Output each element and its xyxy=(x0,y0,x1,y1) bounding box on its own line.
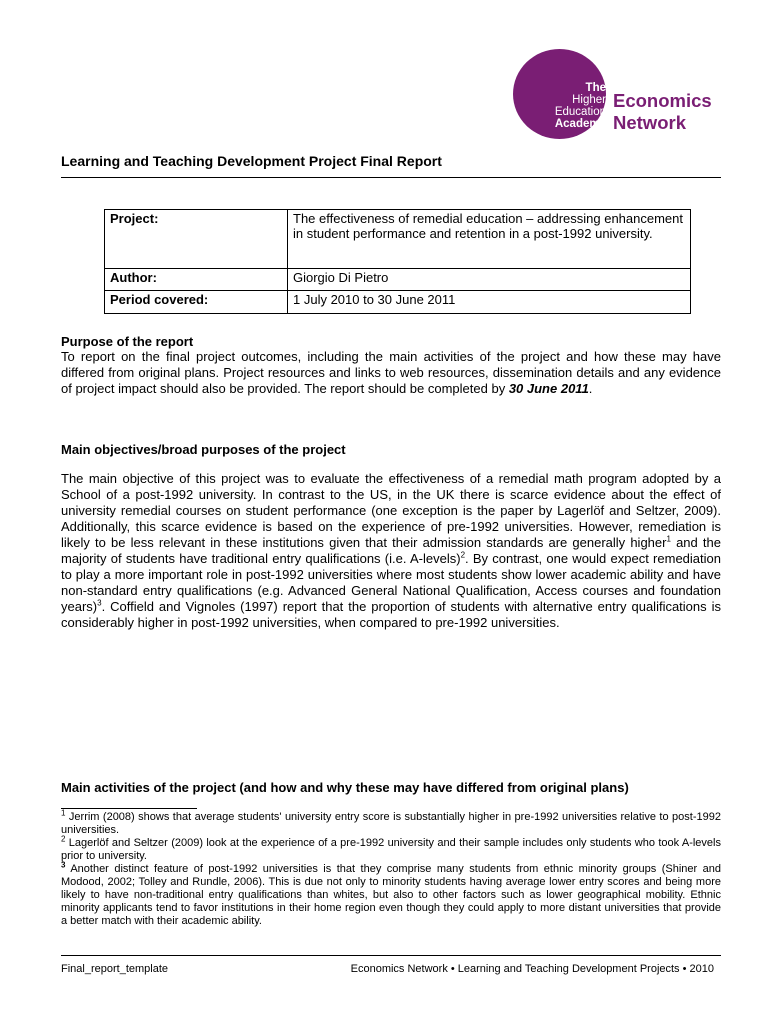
footnote xyxy=(61,860,721,928)
objectives-text: . Coffield and Vignoles (1997) report that the proportion of students with alternative entry qualifications is considerably higher in post-1992 universities, when compared to pre-1992 universities. xyxy=(61,599,721,630)
footnote-text: Another distinct feature of post-1992 universities is that they comprise many students from ethnic minority groups (Shiner and Modood, 2002; Tolley and Rundle, 2006). This is due not only to minority students having average lower entry scores and being more likely to have non-traditional entry qualifications than whites, but also to other factors such as lower geographical mobility. Ethnic minority applicants tend to favor institutions in their home region even though they could apply to more distant universities that provide a better match with their academic ability. xyxy=(61,863,721,927)
objectives-text: and the majority of students have traditional entry qualifications (i.e. A-levels) xyxy=(61,535,721,566)
objectives-paragraph xyxy=(61,471,721,631)
objectives-text: . By contrast, one would expect remediation to play a more important role in post-1992 universities where most students show lower academic ability and have non-standard entry qualifications (e.g. Advanced General National Qualification, Access courses and foundation years) xyxy=(61,551,721,614)
logo-hea-line: Higher xyxy=(572,94,606,106)
footnote-divider xyxy=(61,808,197,809)
logo-en-line: Network xyxy=(613,112,686,133)
footnote xyxy=(61,834,721,863)
table-value: Giorgio Di Pietro xyxy=(288,269,691,291)
footnote xyxy=(61,808,721,837)
economics-network-logo-text xyxy=(613,90,712,134)
footnote-text: Jerrim (2008) shows that average students' university entry score is substantially higher in pre-1992 universities relative to post-1992 universities. xyxy=(61,811,721,836)
table-key: Project: xyxy=(105,210,288,269)
project-info-table xyxy=(104,209,691,314)
logo-hea-line: Education xyxy=(554,106,606,118)
footnote-ref[interactable]: 3 xyxy=(97,598,102,608)
purpose-deadline: 30 June 2011 xyxy=(508,381,589,396)
footer-left: Final_report_template xyxy=(61,963,169,975)
table-key: Period covered: xyxy=(105,291,288,314)
objectives-heading: Main objectives/broad purposes of the project xyxy=(61,442,346,457)
footnote-number: 2 xyxy=(61,834,66,844)
table-row xyxy=(105,269,691,291)
table-row xyxy=(105,291,691,314)
purpose-heading: Purpose of the report xyxy=(61,334,194,349)
page-title: Learning and Teaching Development Project Final Report xyxy=(61,153,442,169)
hea-logo-text xyxy=(555,82,606,130)
footer-divider xyxy=(61,955,721,956)
table-value: The effectiveness of remedial education – addressing enhancement in student performance and retention in a post-1992 university. xyxy=(288,210,691,269)
footnote-number: 3 xyxy=(61,860,66,870)
footnote-number: 1 xyxy=(61,808,66,818)
footnote-ref[interactable]: 2 xyxy=(460,550,466,560)
table-value: 1 July 2010 to 30 June 2011 xyxy=(288,291,691,314)
purpose-text: To report on the final project outcomes, including the main activities of the project and how these may have differed from original plans. Project resources and links to web resources, dissemination details and any evidence of project impact should also be provided. The report should be completed by xyxy=(61,349,721,396)
logo xyxy=(513,49,728,139)
objectives-text: The main objective of this project was to evaluate the effectiveness of a remedial math program adopted by a School of a post-1992 university. In contrast to the US, in the UK there is scarce evidence about the effect of university remedial courses on student performance (one exception is the paper by Lagerlöf and Seltzer, 2009). Additionally, this scarce evidence is based on the experience of pre-1992 universities. However, remediation is likely to be less relevant in these institutions given that their admission standards are generally higher xyxy=(61,471,721,550)
purpose-paragraph xyxy=(61,349,721,397)
table-key: Author: xyxy=(105,269,288,291)
footer-right: Economics Network • Learning and Teaching Development Projects • 2010 xyxy=(350,963,714,975)
activities-heading: Main activities of the project (and how and why these may have differed from original plans) xyxy=(61,780,629,795)
purpose-end: . xyxy=(588,381,593,396)
logo-hea-line: Academy xyxy=(554,118,606,130)
footnote-text: Lagerlöf and Seltzer (2009) look at the experience of a pre-1992 university and their sample includes only students who took A-levels prior to university. xyxy=(61,837,721,862)
logo-hea-line: The xyxy=(585,82,606,94)
logo-en-line: Economics xyxy=(613,90,712,111)
table-row xyxy=(105,210,691,269)
footnotes xyxy=(61,808,721,928)
title-divider xyxy=(61,177,721,178)
footnote-ref[interactable]: 1 xyxy=(666,534,671,544)
